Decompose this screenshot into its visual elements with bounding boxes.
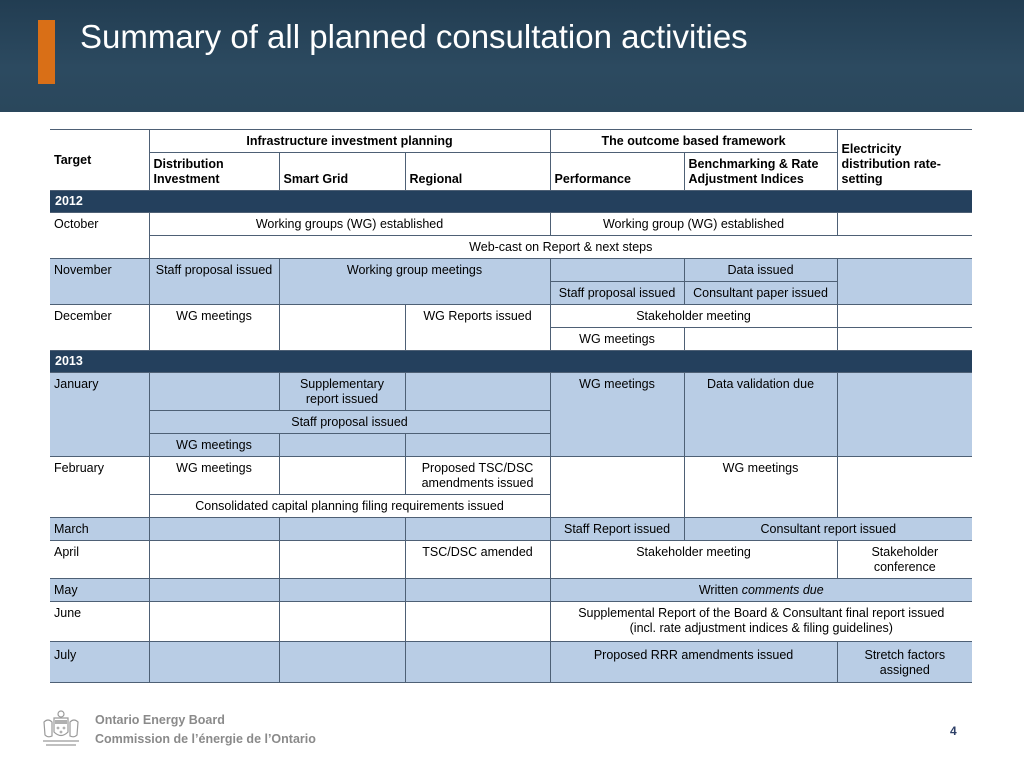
org-name-english: Ontario Energy Board <box>95 713 225 727</box>
cell-empty <box>149 373 279 411</box>
cell-oct-wg-established-outcome: Working group (WG) established <box>550 213 837 236</box>
title-banner <box>0 0 1024 112</box>
header-row-groups <box>50 130 972 153</box>
header-row-columns <box>50 153 972 191</box>
cell-nov-consultant-paper: Consultant paper issued <box>684 282 837 305</box>
year-label-2012: 2012 <box>50 191 972 213</box>
cell-jun-supplemental: Supplemental Report of the Board & Consultant final report issued (incl. rate adjustment indices & filing guidelines) <box>550 602 972 642</box>
cell-empty <box>279 518 405 541</box>
cell-empty <box>149 518 279 541</box>
table-row <box>50 518 972 541</box>
may-written-text: Written <box>698 583 739 597</box>
year-row-2012 <box>50 191 972 213</box>
cell-mar-consultant-report: Consultant report issued <box>684 518 972 541</box>
table-row <box>50 373 972 411</box>
cell-empty <box>837 328 972 351</box>
month-july: July <box>50 642 149 683</box>
cell-jan-data-validation: Data validation due <box>684 373 837 457</box>
month-april: April <box>50 541 149 579</box>
may-comments-due-text: comments due <box>741 583 824 597</box>
month-march: March <box>50 518 149 541</box>
distribution-header: Distribution Investment <box>149 153 279 191</box>
cell-empty <box>405 642 550 683</box>
cell-empty <box>837 259 972 282</box>
cell-empty <box>550 457 684 518</box>
cell-empty <box>149 642 279 683</box>
cell-dec-wg-reports: WG Reports issued <box>405 305 550 351</box>
cell-empty <box>837 213 972 236</box>
cell-dec-wg-meetings-perf: WG meetings <box>550 328 684 351</box>
cell-jul-stretch: Stretch factors assigned <box>837 642 972 683</box>
cell-nov-staff-proposal: Staff proposal issued <box>149 259 279 305</box>
table-row <box>50 541 972 579</box>
performance-header: Performance <box>550 153 684 191</box>
month-june: June <box>50 602 149 642</box>
month-december: December <box>50 305 149 351</box>
cell-empty <box>149 602 279 642</box>
cell-dec-stakeholder: Stakeholder meeting <box>550 305 837 328</box>
cell-oct-webcast: Web-cast on Report & next steps <box>149 236 972 259</box>
page-number: 4 <box>950 724 957 738</box>
electricity-header: Electricity distribution rate-setting <box>837 130 972 191</box>
cell-jan-supplementary: Supplementary report issued <box>279 373 405 411</box>
cell-nov-wg-meetings: Working group meetings <box>279 259 550 305</box>
cell-apr-stakeholder-conference: Stakeholder conference <box>837 541 972 579</box>
cell-empty <box>837 373 972 457</box>
cell-nov-staff-proposal-perf: Staff proposal issued <box>550 282 684 305</box>
cell-empty <box>279 579 405 602</box>
table-row <box>50 457 972 495</box>
cell-empty <box>149 579 279 602</box>
table-row <box>50 213 972 236</box>
cell-empty <box>405 373 550 411</box>
table-row <box>50 236 972 259</box>
cell-mar-staff-report: Staff Report issued <box>550 518 684 541</box>
infrastructure-group-header: Infrastructure investment planning <box>149 130 550 153</box>
table-row <box>50 642 972 683</box>
cell-empty <box>279 305 405 351</box>
org-name-french: Commission de l’énergie de l’Ontario <box>95 732 316 746</box>
outcome-group-header: The outcome based framework <box>550 130 837 153</box>
table-row <box>50 305 972 328</box>
consultation-schedule-table <box>50 129 972 683</box>
table-row <box>50 259 972 282</box>
benchmarking-header: Benchmarking & Rate Adjustment Indices <box>684 153 837 191</box>
cell-empty <box>837 305 972 328</box>
cell-apr-stakeholder-meeting: Stakeholder meeting <box>550 541 837 579</box>
cell-empty <box>279 541 405 579</box>
cell-empty <box>837 457 972 518</box>
title-accent-bar <box>38 20 55 84</box>
cell-nov-data-issued: Data issued <box>684 259 837 282</box>
cell-jan-wg-meetings-dist: WG meetings <box>149 434 279 457</box>
cell-feb-tsc-dsc: Proposed TSC/DSC amendments issued <box>405 457 550 495</box>
slide-title: Summary of all planned consultation activities <box>80 18 748 55</box>
cell-empty <box>837 282 972 305</box>
cell-empty <box>279 434 405 457</box>
cell-feb-consolidated: Consolidated capital planning filing requirements issued <box>149 495 550 518</box>
cell-empty <box>279 642 405 683</box>
cell-apr-tsc-amended: TSC/DSC amended <box>405 541 550 579</box>
cell-empty <box>405 602 550 642</box>
year-label-2013: 2013 <box>50 351 972 373</box>
cell-feb-wg-meetings-dist: WG meetings <box>149 457 279 495</box>
month-october: October <box>50 213 149 259</box>
cell-jan-wg-meetings-perf: WG meetings <box>550 373 684 457</box>
cell-jul-rrr: Proposed RRR amendments issued <box>550 642 837 683</box>
smart-grid-header: Smart Grid <box>279 153 405 191</box>
cell-empty <box>550 259 684 282</box>
month-november: November <box>50 259 149 305</box>
cell-may-written-comments <box>550 579 972 602</box>
table-row <box>50 602 972 642</box>
cell-jan-staff-proposal: Staff proposal issued <box>149 411 550 434</box>
month-may: May <box>50 579 149 602</box>
table-row <box>50 579 972 602</box>
cell-dec-wg-meetings: WG meetings <box>149 305 279 351</box>
cell-empty <box>279 457 405 495</box>
cell-empty <box>405 579 550 602</box>
cell-empty <box>405 518 550 541</box>
cell-feb-wg-meetings-bench: WG meetings <box>684 457 837 518</box>
target-header: Target <box>50 130 149 191</box>
ontario-coat-of-arms-logo <box>40 708 82 748</box>
cell-empty <box>279 602 405 642</box>
cell-empty <box>149 541 279 579</box>
year-row-2013 <box>50 351 972 373</box>
regional-header: Regional <box>405 153 550 191</box>
month-january: January <box>50 373 149 457</box>
month-february: February <box>50 457 149 518</box>
cell-empty <box>405 434 550 457</box>
cell-oct-wg-established: Working groups (WG) established <box>149 213 550 236</box>
cell-empty <box>684 328 837 351</box>
